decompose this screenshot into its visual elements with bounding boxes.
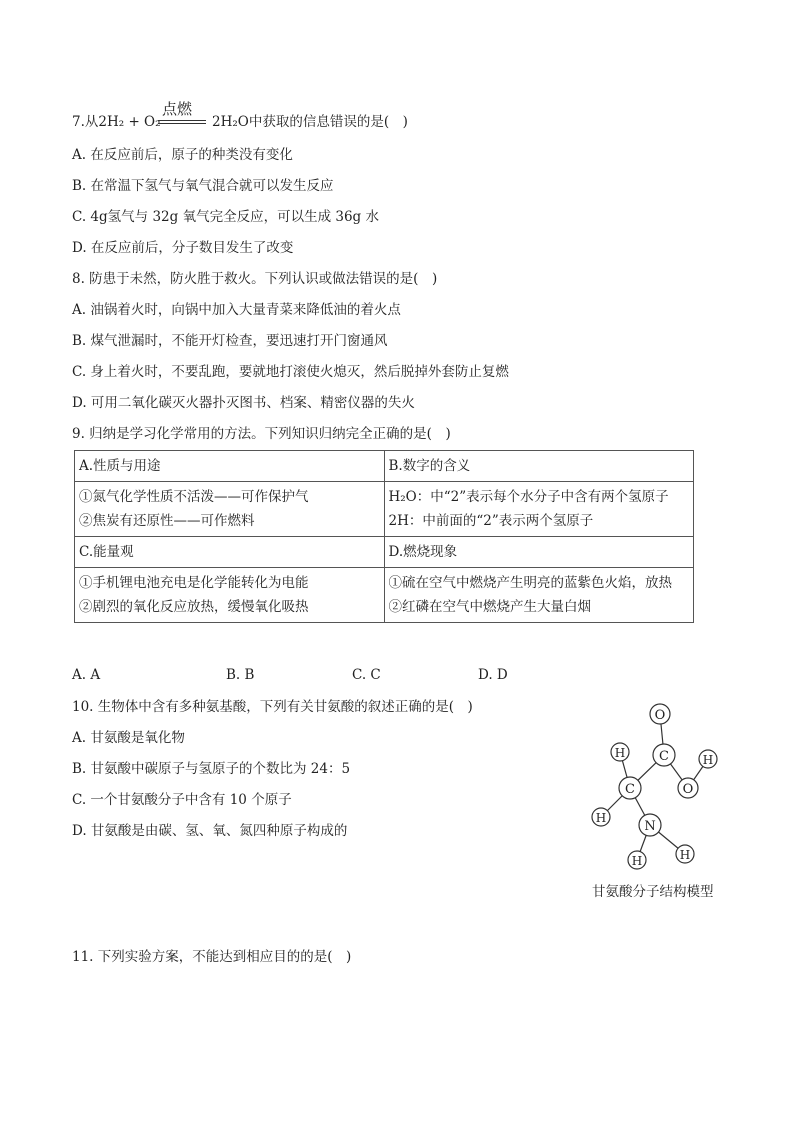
q7-stem-tail: 2H₂O中获取的信息错误的是( ) — [212, 114, 408, 130]
table-head-c: C.能量观 — [75, 537, 385, 568]
figure-caption: 甘氨酸分子结构模型 — [592, 884, 714, 900]
q9-stem: 9. 归纳是学习化学常用的方法。下列知识归纳完全正确的是( ) — [72, 426, 451, 442]
atom-label: N — [644, 819, 656, 834]
atom-label: O — [682, 782, 694, 797]
atom-label: C — [659, 749, 669, 764]
table-head-a: A.性质与用途 — [75, 451, 385, 482]
q8-option-b[interactable]: B. 煤气泄漏时，不能开灯检查，要迅速打开门窗通风 — [72, 333, 388, 349]
q10-option-c[interactable]: C. 一个甘氨酸分子中含有 10 个原子 — [72, 792, 292, 808]
q8-stem: 8. 防患于未然，防火胜于救火。下列认识或做法错误的是( ) — [72, 271, 438, 287]
table-line-c1: ①手机锂电池充电是化学能转化为电能 — [79, 575, 309, 591]
table-cell-c — [75, 568, 385, 623]
q10-option-b[interactable]: B. 甘氨酸中碳原子与氢原子的个数比为 24：5 — [72, 761, 351, 777]
table-line-c2: ②剧烈的氧化反应放热，缓慢氧化吸热 — [79, 599, 309, 615]
atom-label: H — [679, 848, 691, 862]
table-head-d: D.燃烧现象 — [384, 537, 694, 568]
atom-label: O — [654, 708, 666, 723]
table-cell-b — [384, 482, 694, 537]
q11-stem: 11. 下列实验方案，不能达到相应目的的是( ) — [72, 949, 352, 965]
table-line-d1: ①硫在空气中燃烧产生明亮的蓝紫色火焰，放热 — [388, 575, 672, 591]
q7-option-c[interactable]: C. 4g氢气与 32g 氧气完全反应，可以生成 36g 水 — [72, 209, 379, 225]
table-head-b: B.数字的含义 — [384, 451, 694, 482]
q9-option-d[interactable]: D. D — [478, 667, 508, 683]
knowledge-table — [74, 450, 694, 623]
q7-stem-lead: 7.从2H₂ + O₂ — [72, 114, 161, 130]
reaction-equals-sign — [158, 120, 206, 124]
q7-option-a[interactable]: A. 在反应前后，原子的种类没有变化 — [72, 147, 293, 163]
q10-option-d[interactable]: D. 甘氨酸是由碳、氢、氧、氮四种原子构成的 — [72, 823, 348, 839]
q7-option-b[interactable]: B. 在常温下氢气与氧气混合就可以发生反应 — [72, 178, 334, 194]
reaction-condition: 点燃 — [162, 100, 193, 118]
atom-label: H — [702, 753, 714, 767]
atom-label: H — [595, 811, 607, 825]
table-line-b1: H₂O：中“2”表示每个水分子中含有两个氢原子 — [388, 489, 669, 505]
q9-option-c[interactable]: C. C — [352, 667, 381, 683]
atom-label: H — [614, 746, 626, 760]
q10-option-a[interactable]: A. 甘氨酸是氧化物 — [72, 730, 185, 746]
atom-label: C — [625, 782, 635, 797]
table-line-a2: ②焦炭有还原性——可作燃料 — [79, 513, 255, 529]
table-cell-d — [384, 568, 694, 623]
q7-option-d[interactable]: D. 在反应前后，分子数目发生了改变 — [72, 240, 294, 256]
q8-option-a[interactable]: A. 油锅着火时，向锅中加入大量青菜来降低油的着火点 — [72, 302, 401, 318]
q9-option-a[interactable]: A. A — [72, 667, 101, 683]
table-line-a1: ①氮气化学性质不活泼——可作保护气 — [79, 489, 309, 505]
q9-options — [72, 667, 572, 685]
q9-option-b[interactable]: B. B — [226, 667, 255, 683]
glycine-molecule-model — [580, 700, 750, 880]
q8-option-d[interactable]: D. 可用二氧化碳灭火器扑灭图书、档案、精密仪器的失火 — [72, 395, 415, 411]
table-line-b2: 2H：中前面的“2”表示两个氢原子 — [388, 513, 594, 529]
atom-label: H — [631, 854, 643, 868]
q8-option-c[interactable]: C. 身上着火时，不要乱跑，要就地打滚使火熄灭，然后脱掉外套防止复燃 — [72, 364, 509, 380]
table-cell-a — [75, 482, 385, 537]
table-line-d2: ②红磷在空气中燃烧产生大量白烟 — [388, 599, 591, 615]
q10-stem: 10. 生物体中含有多种氨基酸，下列有关甘氨酸的叙述正确的是( ) — [72, 699, 473, 715]
